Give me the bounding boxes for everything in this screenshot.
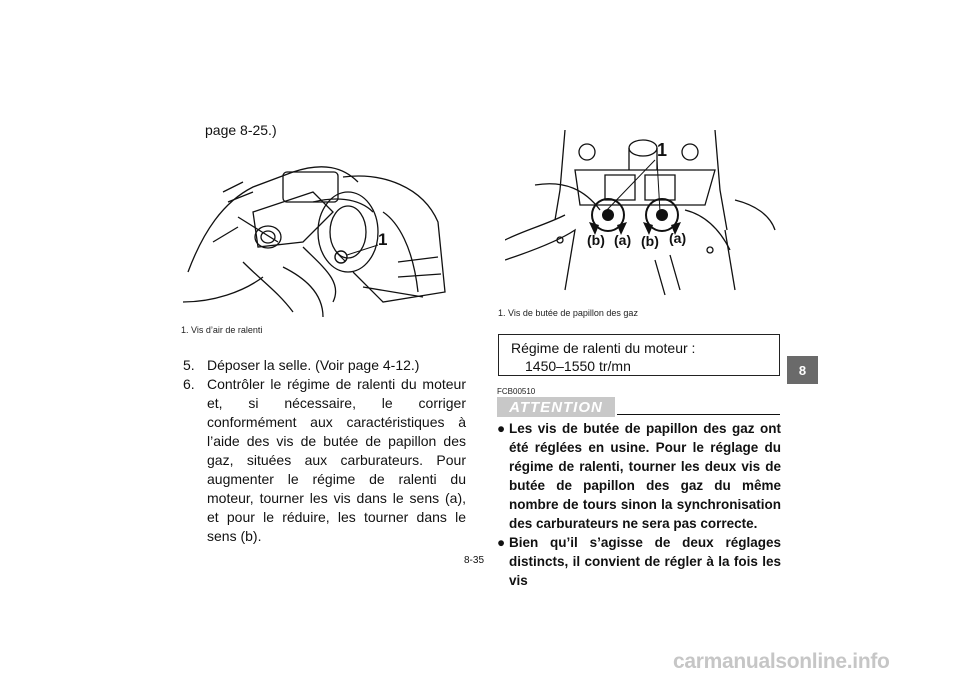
step-number: 6. <box>183 376 195 392</box>
spec-label: Régime de ralenti du moteur : <box>511 340 696 356</box>
idle-air-screw-illustration <box>183 152 448 320</box>
chapter-tab: 8 <box>787 356 818 384</box>
attention-header <box>497 397 780 417</box>
attention-code: FCB00510 <box>497 387 536 396</box>
watermark: carmanualsonline.info <box>673 650 890 673</box>
bullet-icon: ● <box>497 421 506 436</box>
bullet-icon: ● <box>497 535 506 550</box>
spec-value: 1450–1550 tr/mn <box>525 358 631 374</box>
direction-label-a-right: (a) <box>669 230 687 246</box>
attention-list <box>497 419 781 590</box>
attention-item <box>497 419 781 533</box>
figure1-caption: 1. Vis d’air de ralenti <box>181 325 263 335</box>
step-text: Contrôler le régime de ralenti du moteur et, si nécessaire, le corriger conformément aux caractéristiques à l’aide des vis de butée de papillon des gaz, situées aux carburateurs. Pour augmenter le régime de ralenti du moteur, tourner les vis dans le sens (a), et pour le réduire, les tourner dans le sens (b). <box>207 376 466 544</box>
step-number: 5. <box>183 357 195 373</box>
procedure-steps <box>183 356 466 546</box>
continuation-text: page 8-25.) <box>205 122 277 138</box>
attention-text: Les vis de butée de papillon des gaz ont été réglées en usine. Pour le réglage du régime de ralenti, tourner les deux vis de butée de papillon des gaz du même nombre de tours sinon la synchronisation des carburateurs ne sera pas correcte. <box>509 421 781 531</box>
figure2-caption: 1. Vis de butée de papillon des gaz <box>498 308 638 318</box>
direction-label-b-left: (b) <box>587 232 605 248</box>
step-item <box>183 356 466 375</box>
direction-label-a-left: (a) <box>614 232 632 248</box>
attention-label: ATTENTION <box>497 397 615 417</box>
attention-rule <box>617 414 780 415</box>
attention-text: Bien qu’il s’agisse de deux réglages distincts, il convient de régler à la fois les vis <box>509 535 781 588</box>
page-number: 8-35 <box>464 555 485 566</box>
figure1-callout: 1 <box>378 230 388 249</box>
step-item <box>183 375 466 546</box>
figure2-callout: 1 <box>657 140 668 160</box>
throttle-stop-screws-illustration <box>505 130 778 302</box>
direction-label-b-right: (b) <box>641 233 659 249</box>
step-text: Déposer la selle. (Voir page 4-12.) <box>207 357 420 373</box>
attention-item <box>497 533 781 590</box>
idle-speed-spec-box <box>498 334 780 376</box>
